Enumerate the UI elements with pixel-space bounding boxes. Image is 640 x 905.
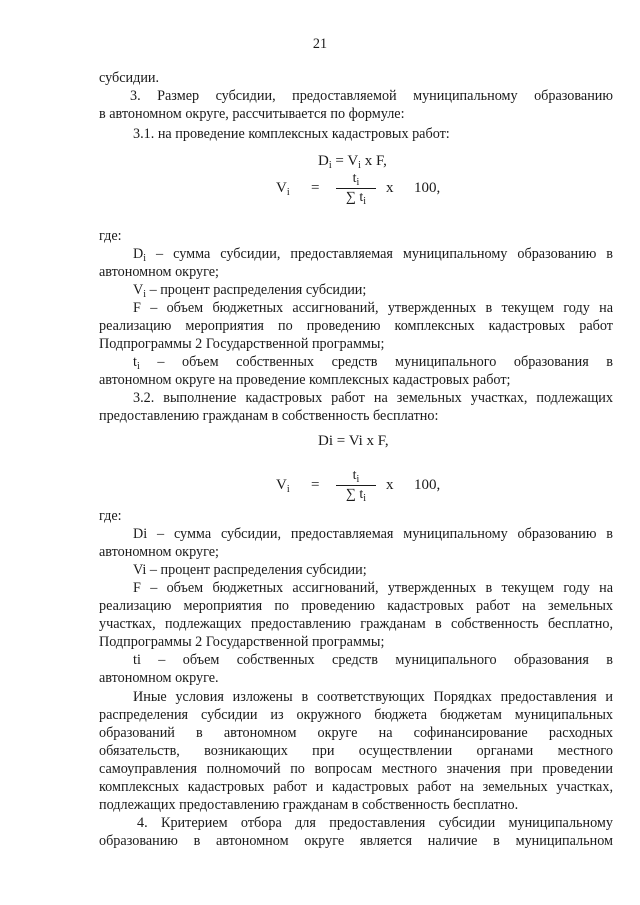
definition-line: ti – объем собственных средств муниципального образования в [133, 652, 613, 668]
paragraph-line: 4. Критерием отбора для предоставления субсидии муниципальному [137, 815, 613, 831]
formula-1-times: x [386, 180, 394, 196]
formula-2-equals: = [311, 477, 320, 493]
text-line: автономном округе. [99, 670, 219, 686]
formula-2-hundred: 100, [414, 477, 441, 493]
paragraph-line: распределения субсидии из окружного бюджета бюджетам муниципальных [99, 707, 613, 723]
paragraph-line: самоуправления полномочий по вопросам местного значения при проведении [99, 761, 613, 777]
text-line: автономном округе на проведение комплексных кадастровых работ; [99, 372, 511, 388]
text-line: в автономном округе, рассчитывается по формуле: [99, 106, 405, 122]
text-line: Подпрограммы 2 Государственной программы; [99, 634, 385, 650]
definition-line: Di – сумма субсидии, предоставляемая муниципальному образованию в [133, 526, 613, 542]
fraction-numerator: $t_i$ [336, 171, 376, 189]
formula-2-lhs: $V_i$ [276, 477, 290, 495]
fraction-numerator: $t_i$ [336, 468, 376, 486]
text-line: предоставлению гражданам в собственность бесплатно: [99, 408, 439, 424]
text-line: участках, подлежащих предоставлению гражданам в собственность бесплатно, [99, 616, 613, 632]
text-line: где: [99, 508, 122, 524]
text-line: автономном округе; [99, 544, 219, 560]
formula-1-equals: = [311, 180, 320, 196]
paragraph-line: Иные условия изложены в соответствующих Порядках предоставления и [133, 689, 613, 705]
text-line: реализацию мероприятия по проведению комплексных кадастровых работ [99, 318, 613, 334]
text-line: Подпрограммы 2 Государственной программы; [99, 336, 385, 352]
paragraph-line: образований в автономном округе на софинансирование расходных [99, 725, 613, 741]
formula-1-lhs: $V_i$ [276, 180, 290, 198]
section-heading: 3.2. выполнение кадастровых работ на земельных участках, подлежащих [133, 390, 613, 406]
paragraph-line: образованию в автономном округе является наличие в муниципальном [99, 833, 613, 849]
formula-2-fraction [336, 468, 376, 503]
formula-1-equation: $D_i = V_i$ x F, [318, 153, 387, 171]
page-number: 21 [312, 36, 328, 52]
definition-line: F – объем бюджетных ассигнований, утвержденных в текущем году на [133, 580, 613, 596]
text-line: субсидии. [99, 70, 160, 86]
paragraph-line: подлежащих предоставлению гражданам в собственность бесплатно. [99, 797, 519, 813]
definition-line: $t_i$ – объем собственных средств муниципального образования в [133, 354, 614, 372]
fraction-denominator: ∑ $t_i$ [345, 190, 367, 207]
formula-2-times: x [386, 477, 394, 493]
definition-line: F – объем бюджетных ассигнований, утвержденных в текущем году на [133, 300, 613, 316]
paragraph-line: обязательств, возникающих при осуществлении органами местного [99, 743, 613, 759]
section-heading: 3.1. на проведение комплексных кадастровых работ: [133, 126, 450, 142]
formula-1-hundred: 100, [414, 180, 441, 196]
definition-line: $D_i$ – сумма субсидии, предоставляемая муниципальному образованию в [133, 246, 613, 264]
formula-1-fraction [336, 171, 376, 206]
paragraph-line: комплексных кадастровых работ и кадастровых работ на земельных участках, [99, 779, 613, 795]
definition-line: $V_i$ – процент распределения субсидии; [133, 282, 367, 300]
text-line: 3. Размер субсидии, предоставляемой муниципальному образованию [130, 88, 613, 104]
formula-2-equation: Di = Vi x F, [318, 433, 389, 449]
definition-line: Vi – процент распределения субсидии; [133, 562, 367, 578]
text-line: реализацию мероприятия по проведению кадастровых работ на земельных [99, 598, 613, 614]
text-line: где: [99, 228, 122, 244]
text-line: автономном округе; [99, 264, 219, 280]
fraction-denominator: ∑ $t_i$ [345, 487, 367, 504]
